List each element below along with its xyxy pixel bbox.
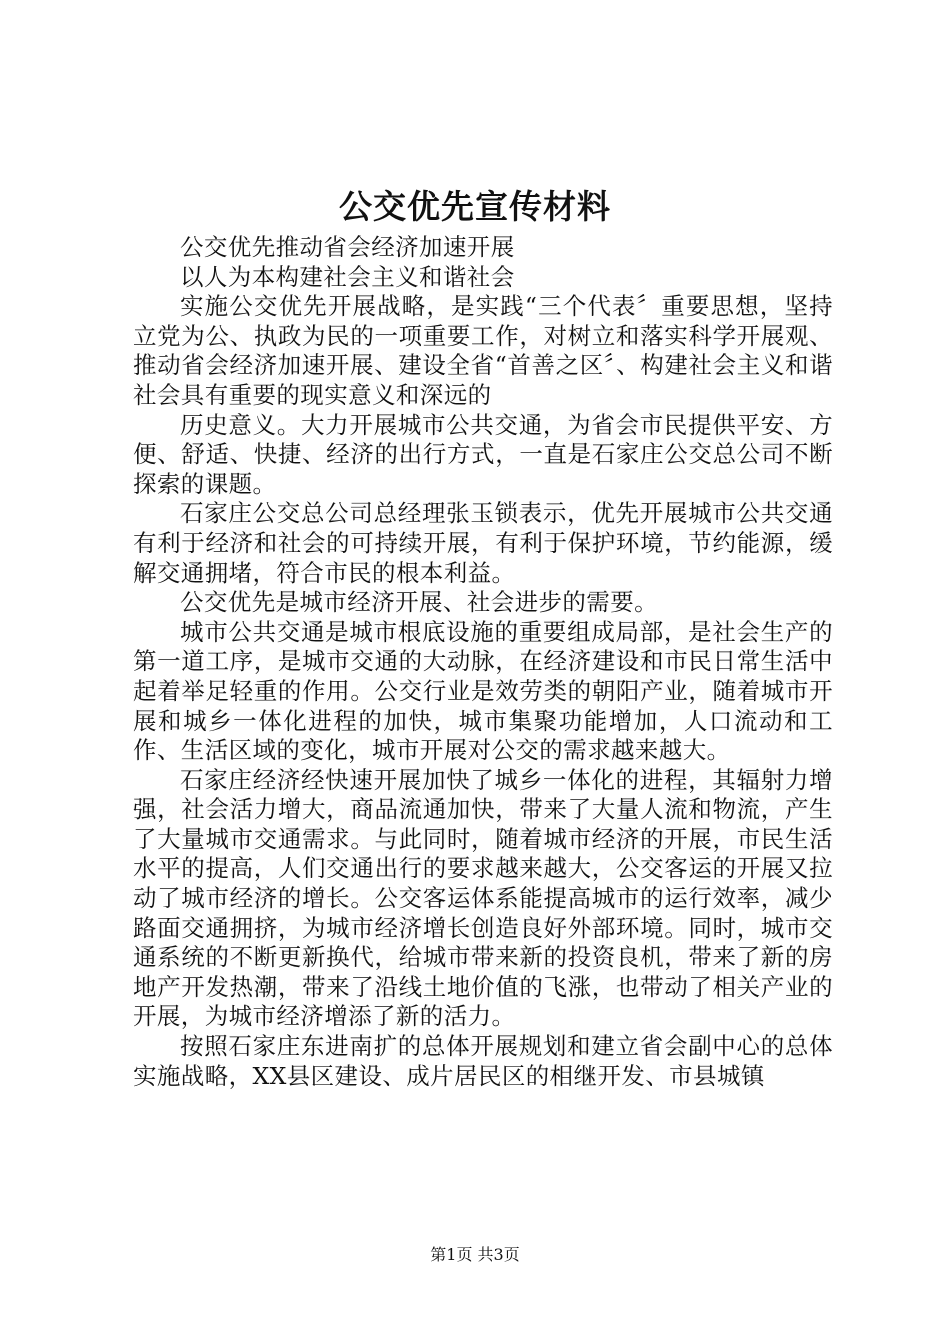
paragraph-subtitle-2: 以人为本构建社会主义和谐社会 <box>180 262 515 291</box>
paragraph: 石家庄经济经快速开展加快了城乡一体化的进程，其辐射力增强，社会活力增大，商品流通加快，带来了大量人流和物流，产生了大量城市交通需求。与此同时，随着城市经济的开展，市民生活水平的提高，人们交通出行的要求越来越大，公交客运的开展又拉动了城市经济的增长。公交客运体系能提高城市的运行效率，减少路面交通拥挤，为城市经济增长创造良好外部环境。同时，城市交通系统的不断更新换代，给城市带来新的投资良机，带来了新的房地产开发热潮，带来了沿线土地价值的飞涨，也带动了相关产业的开展，为城市经济增添了新的活力。 <box>133 765 833 1031</box>
paragraph: 城市公共交通是城市根底设施的重要组成局部，是社会生产的第一道工序，是城市交通的大动脉，在经济建设和市民日常生活中起着举足轻重的作用。公交行业是效劳类的朝阳产业，随着城市开展和城乡一体化进程的加快，城市集聚功能增加，人口流动和工作、生活区域的变化，城市开展对公交的需求越来越大。 <box>133 617 833 765</box>
paragraph: 石家庄公交总公司总经理张玉锁表示，优先开展城市公共交通有利于经济和社会的可持续开展，有利于保护环境，节约能源，缓解交通拥堵，符合市民的根本利益。 <box>133 499 833 587</box>
paragraph: 历史意义。大力开展城市公共交通，为省会市民提供平安、方便、舒适、快捷、经济的出行方式，一直是石家庄公交总公司不断探索的课题。 <box>133 410 833 498</box>
paragraph: 实施公交优先开展战略，是实践“三个代表〞重要思想，坚持立党为公、执政为民的一项重要工作，对树立和落实科学开展观、推动省会经济加速开展、建设全省“首善之区〞、构建社会主义和谐社会具有重要的现实意义和深远的 <box>133 292 833 409</box>
page-footer: 第1页 共3页 <box>430 1245 520 1264</box>
document-title: 公交优先宣传材料 <box>339 187 611 226</box>
paragraph: 按照石家庄东进南扩的总体开展规划和建立省会副中心的总体实施战略，XX县区建设、成片居民区的相继开发、市县城镇 <box>133 1032 833 1090</box>
paragraph-subtitle-1: 公交优先推动省会经济加速开展 <box>180 233 515 261</box>
paragraph: 公交优先是城市经济开展、社会进步的需要。 <box>180 588 658 617</box>
document-body <box>133 233 833 1091</box>
